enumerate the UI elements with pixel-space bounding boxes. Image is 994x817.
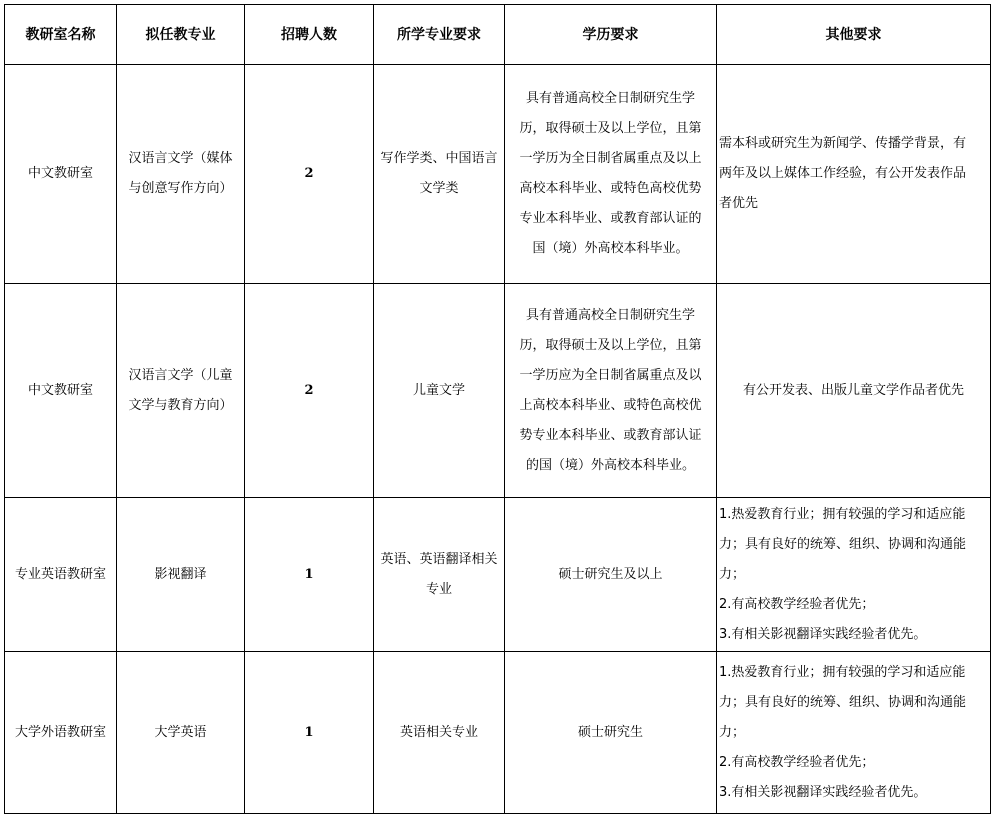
header-dept: 教研室名称 xyxy=(5,5,117,65)
cell-major xyxy=(117,65,245,284)
cell-line: 1.热爱教育行业；拥有较强的学习和适应能 xyxy=(719,664,966,680)
cell-line: 具有普通高校全日制研究生学 xyxy=(525,91,695,106)
cell-dept: 中文教研室 xyxy=(5,65,117,284)
cell-count: 2 xyxy=(245,65,374,284)
cell-education xyxy=(505,284,717,498)
cell-line: 者优先 xyxy=(719,196,759,211)
cell-major xyxy=(117,498,245,652)
cell-dept: 大学外语教研室 xyxy=(5,652,117,814)
cell-line: 3.有相关影视翻译实践经验者优先。 xyxy=(719,626,927,642)
cell-study xyxy=(374,284,505,498)
cell-line: 具有普通高校全日制研究生学 xyxy=(525,307,695,323)
cell-line: 英语、英语翻译相关 xyxy=(380,551,498,567)
cell-education xyxy=(505,65,717,284)
cell-line: 有公开发表、出版儿童文学作品者优先 xyxy=(742,382,964,398)
cell-study xyxy=(374,498,505,652)
cell-major xyxy=(117,284,245,498)
cell-dept: 专业英语教研室 xyxy=(5,498,117,652)
cell-line: 高校本科毕业、或特色高校优势 xyxy=(519,181,702,196)
cell-line: 国（境）外高校本科毕业。 xyxy=(532,241,689,256)
header-study: 所学专业要求 xyxy=(374,5,505,65)
cell-count: 2 xyxy=(245,284,374,498)
cell-other xyxy=(717,652,991,814)
cell-line: 需本科或研究生为新闻学、传播学背景，有 xyxy=(719,136,967,151)
cell-line: 力； xyxy=(719,724,746,740)
header-other: 其他要求 xyxy=(717,5,991,65)
header-major: 拟任教专业 xyxy=(117,5,245,65)
cell-other xyxy=(717,65,991,284)
cell-line: 一学历为全日制省属重点及以上 xyxy=(519,151,702,166)
cell-line: 势专业本科毕业、或教育部认证 xyxy=(519,427,702,443)
cell-other xyxy=(717,284,991,498)
cell-study xyxy=(374,652,505,814)
cell-line: 文学与教育方向） xyxy=(128,397,233,413)
header-education: 学历要求 xyxy=(505,5,717,65)
cell-major xyxy=(117,652,245,814)
table-row xyxy=(5,284,991,498)
cell-line: 2.有高校教学经验者优先； xyxy=(719,754,875,770)
cell-line: 专业 xyxy=(425,581,452,597)
cell-line: 历，取得硕士及以上学位，且第 xyxy=(519,121,702,136)
cell-education xyxy=(505,498,717,652)
cell-study xyxy=(374,65,505,284)
cell-line: 汉语言文学（媒体 xyxy=(128,151,233,166)
cell-line: 英语相关专业 xyxy=(399,724,478,740)
cell-line: 大学英语 xyxy=(154,724,207,740)
cell-line: 两年及以上媒体工作经验，有公开发表作品 xyxy=(719,166,967,181)
cell-line: 硕士研究生 xyxy=(577,724,643,740)
cell-line: 上高校本科毕业、或特色高校优 xyxy=(519,397,702,413)
cell-line: 影视翻译 xyxy=(154,566,207,582)
cell-other xyxy=(717,498,991,652)
cell-line: 硕士研究生及以上 xyxy=(558,566,663,582)
cell-line: 汉语言文学（儿童 xyxy=(128,367,233,383)
cell-count: 1 xyxy=(245,652,374,814)
cell-line: 与创意写作方向） xyxy=(128,181,233,196)
cell-dept: 中文教研室 xyxy=(5,284,117,498)
cell-line: 力；具有良好的统筹、组织、协调和沟通能 xyxy=(719,536,967,552)
cell-line: 力；具有良好的统筹、组织、协调和沟通能 xyxy=(719,694,967,710)
cell-line: 力； xyxy=(719,566,746,582)
cell-line: 的国（境）外高校本科毕业。 xyxy=(525,457,695,473)
cell-line: 一学历应为全日制省属重点及以 xyxy=(519,367,702,383)
cell-line: 文学类 xyxy=(419,181,459,196)
cell-education xyxy=(505,652,717,814)
cell-line: 1.热爱教育行业；拥有较强的学习和适应能 xyxy=(719,506,966,522)
cell-line: 3.有相关影视翻译实践经验者优先。 xyxy=(719,784,927,800)
cell-line: 2.有高校教学经验者优先； xyxy=(719,596,875,612)
table-row xyxy=(5,65,991,284)
cell-count: 1 xyxy=(245,498,374,652)
recruitment-table xyxy=(4,4,991,814)
cell-line: 写作学类、中国语言 xyxy=(380,151,498,166)
table-row xyxy=(5,498,991,652)
header-row xyxy=(5,5,991,65)
cell-line: 儿童文学 xyxy=(412,382,465,398)
cell-line: 历，取得硕士及以上学位，且第 xyxy=(519,337,702,353)
cell-line: 专业本科毕业、或教育部认证的 xyxy=(519,211,702,226)
header-count: 招聘人数 xyxy=(245,5,374,65)
table-row xyxy=(5,652,991,814)
